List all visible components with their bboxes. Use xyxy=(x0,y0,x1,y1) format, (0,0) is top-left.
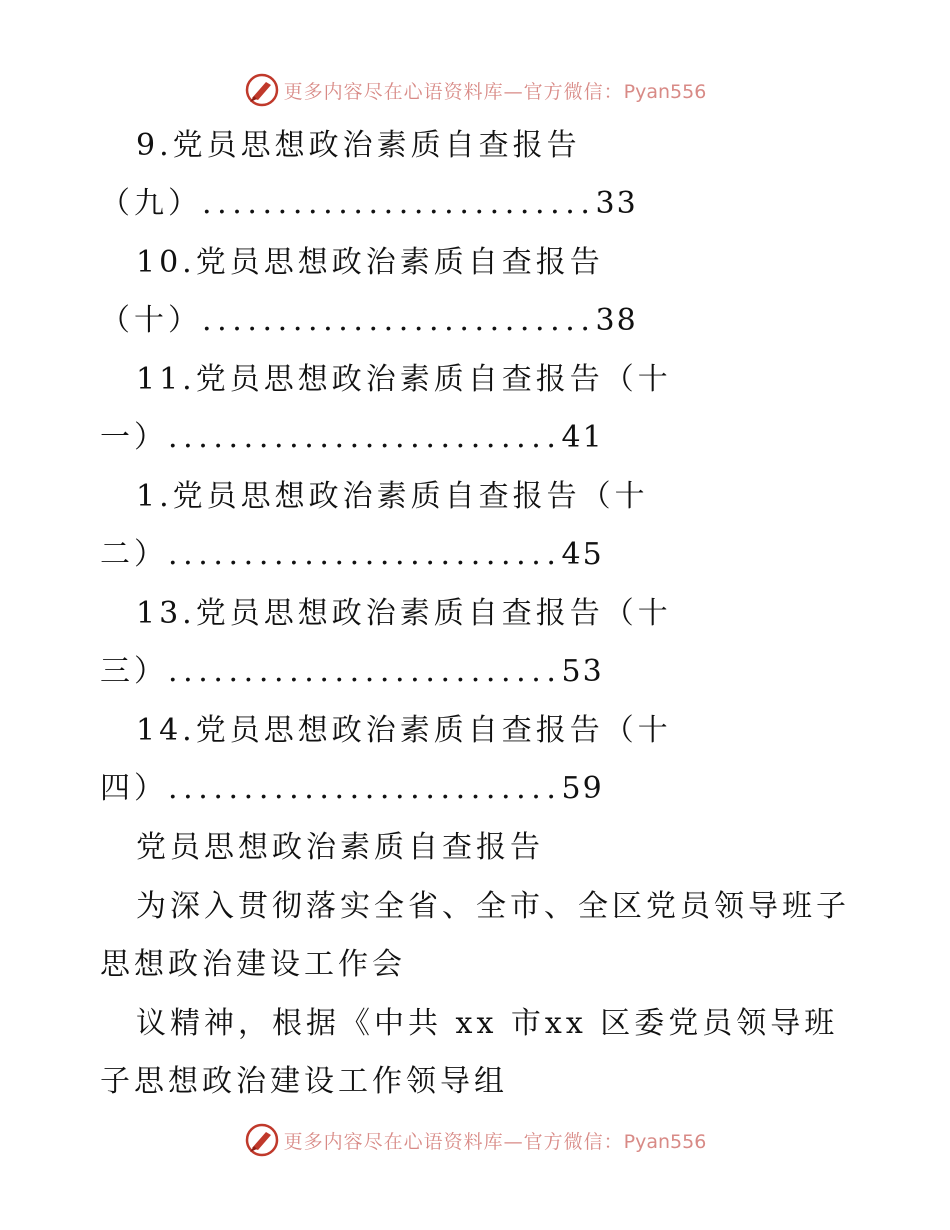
toc-entry-continuation xyxy=(100,184,638,224)
paragraph-line: 议精神，根据《中共 xx 市xx 区委党员领导班 xyxy=(136,1006,839,1041)
watermark-id: Pyan556 xyxy=(623,1130,707,1153)
toc-entry-title: 13.党员思想政治素质自查报告（十 xyxy=(136,596,672,631)
toc-entry-title: 11.党员思想政治素质自查报告（十 xyxy=(136,362,672,397)
toc-entry-suffix: 三） xyxy=(100,654,168,689)
toc-dot-leader: .......................... xyxy=(168,654,562,689)
paragraph-line: 为深入贯彻落实全省、全市、全区党员领导班子 xyxy=(136,889,850,924)
toc-entry-suffix: 一） xyxy=(100,420,168,455)
toc-dot-leader: .......................... xyxy=(168,537,562,572)
toc-page-number: 41 xyxy=(561,420,604,455)
toc-entry-continuation xyxy=(100,301,638,341)
toc-page-number: 38 xyxy=(595,303,638,338)
toc-dot-leader: .......................... xyxy=(202,303,596,338)
paragraph-line: 子思想政治建设工作领导组 xyxy=(100,1064,508,1099)
toc-entry-suffix: 二） xyxy=(100,537,168,572)
paragraph-line: 思想政治建设工作会 xyxy=(100,947,406,982)
watermark-header xyxy=(0,70,950,110)
toc-entry-suffix: 四） xyxy=(100,771,168,806)
toc-entry-continuation xyxy=(100,769,604,809)
toc-entry-suffix: （九） xyxy=(100,186,202,221)
toc-entry-title: 9.党员思想政治素质自查报告 xyxy=(136,128,581,163)
toc-dot-leader: .......................... xyxy=(168,420,562,455)
toc-entry-suffix: （十） xyxy=(100,303,202,338)
toc-page-number: 53 xyxy=(561,654,604,689)
pen-logo-icon xyxy=(244,72,280,108)
toc-page-number: 59 xyxy=(561,771,604,806)
toc-dot-leader: .......................... xyxy=(168,771,562,806)
watermark-id: Pyan556 xyxy=(623,80,707,103)
section-heading: 党员思想政治素质自查报告 xyxy=(136,830,544,865)
toc-page-number: 33 xyxy=(595,186,638,221)
toc-entry-continuation xyxy=(100,652,604,692)
toc-entry-continuation xyxy=(100,418,604,458)
watermark-text: 更多内容尽在心语资料库—官方微信：Pyan556 xyxy=(283,1130,707,1153)
pen-logo-icon xyxy=(244,1122,280,1158)
toc-page-number: 45 xyxy=(561,537,604,572)
toc-entry-title: 1.党员思想政治素质自查报告（十 xyxy=(136,479,649,514)
toc-entry-title: 14.党员思想政治素质自查报告（十 xyxy=(136,713,672,748)
watermark-text: 更多内容尽在心语资料库—官方微信：Pyan556 xyxy=(283,80,707,103)
watermark-footer xyxy=(0,1120,950,1160)
toc-dot-leader: .......................... xyxy=(202,186,596,221)
toc-entry-title: 10.党员思想政治素质自查报告 xyxy=(136,245,604,280)
toc-entry-continuation xyxy=(100,535,604,575)
